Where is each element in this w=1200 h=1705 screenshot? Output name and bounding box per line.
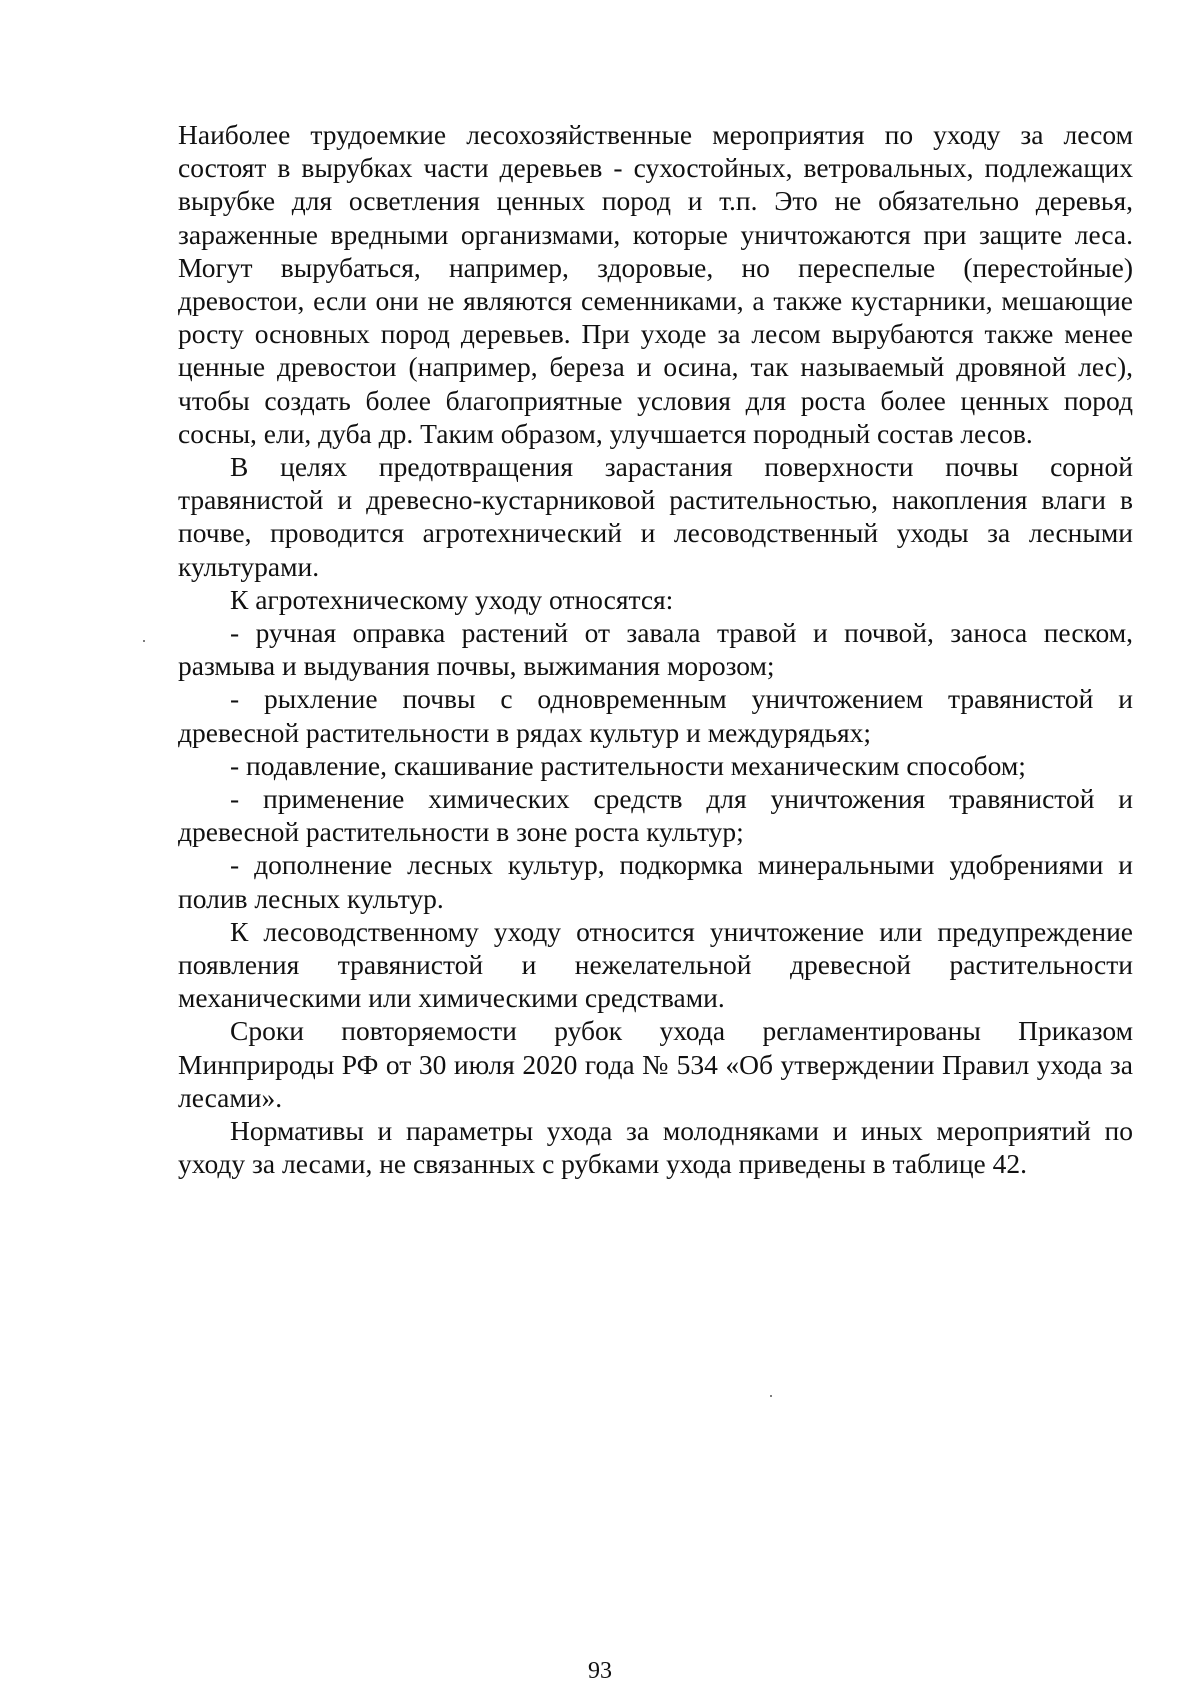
list-item-soil-loosening: - рыхление почвы с одновременным уничтожением травянистой и древесной растительности в рядах культур и междурядьях; — [178, 683, 1133, 748]
list-item-mowing: - подавление, скашивание растительности механическим способом; — [230, 749, 1026, 781]
scan-speck — [770, 1395, 772, 1397]
paragraph-standards-table-ref: Нормативы и параметры ухода за молодняками и иных мероприятий по уходу за лесами, не связанных с рубками ухода приведены в таблице 42. — [178, 1115, 1133, 1180]
paragraph-agrotechnical-intro: К агротехническому уходу относятся: — [230, 583, 674, 615]
paragraph-forest-care-measures: Наиболее трудоемкие лесохозяйственные мероприятия по уходу за лесом состоят в вырубках части деревьев - сухостойных, ветровальных, подлежащих вырубке для осветления ценных пород и т.п. Это не обязательно деревья, зараженные вредными организмами, которые уничтожаются при защите леса. Могут вырубаться, например, здоровые, но переспелые (перестойные) древостои, если они не являются семенниками, а также кустарники, мешающие росту основных пород деревьев. При уходе за лесом вырубаются также менее ценные древостои (например, береза и осина, так называемый дровяной лес), чтобы создать более благоприятные условия для роста более ценных пород сосны, ели, дуба др. Таким образом, улучшается породный состав лесов. — [178, 119, 1133, 449]
paragraph-thinning-terms: Сроки повторяемости рубок ухода регламентированы Приказом Минприроды РФ от 30 июля 2020 года № 534 «Об утверждении Правил ухода за лесами». — [178, 1015, 1133, 1113]
body-text — [178, 118, 1133, 1181]
scan-speck — [143, 640, 145, 642]
list-item-supplementing: - дополнение лесных культур, подкормка минеральными удобрениями и полив лесных культур. — [178, 849, 1133, 914]
page-number: 93 — [588, 1658, 612, 1684]
paragraph-prevention-goals: В целях предотвращения зарастания поверхности почвы сорной травянистой и древесно-кустарниковой растительностью, накопления влаги в почве, проводится агротехнический и лесоводственный уходы за лесными культурами. — [178, 451, 1133, 582]
list-item-manual-correction: - ручная оправка растений от завала травой и почвой, заноса песком, размыва и выдувания почвы, выжимания морозом; — [178, 617, 1133, 682]
list-item-chemicals: - применение химических средств для уничтожения травянистой и древесной растительности в зоне роста культур; — [178, 783, 1133, 848]
paragraph-silvicultural-care: К лесоводственному уходу относится уничтожение или предупреждение появления травянистой и нежелательной древесной растительности механическими или химическими средствами. — [178, 915, 1133, 1014]
